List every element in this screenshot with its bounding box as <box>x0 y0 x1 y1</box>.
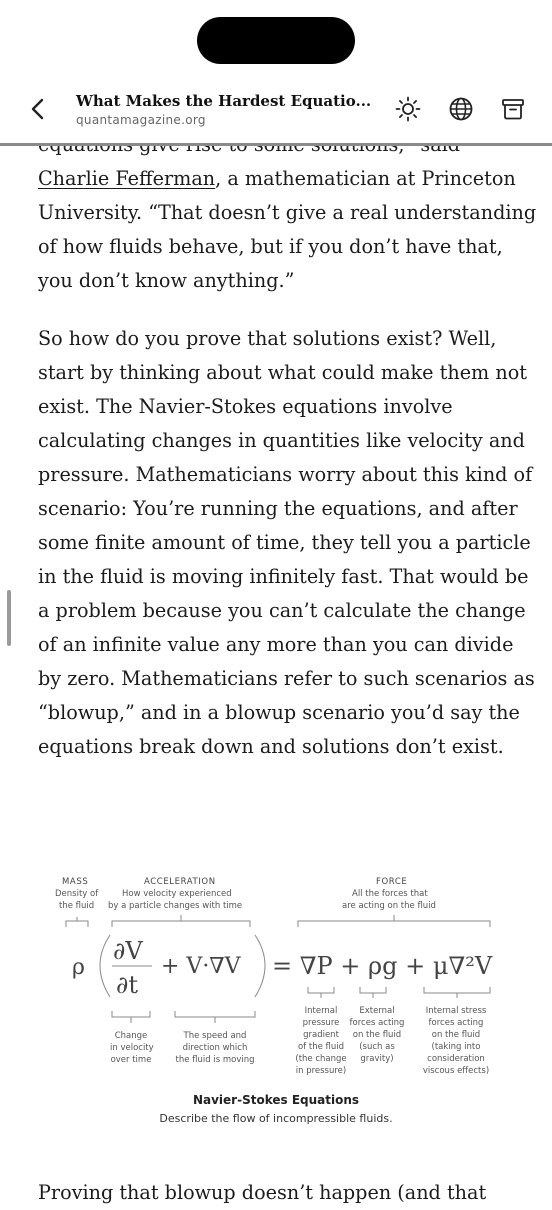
mass-desc-1: Density of <box>55 889 99 899</box>
paragraph-2: So how do you prove that solutions exist? Well, start by thinking about what could make them not exist. The Navier-Stokes equations involve calculating changes in quantities like velocity and pressure. Mathematicians worry about this kind of scenario: You’re running the equations, and after some finite amount of time, they tell you a particle in the fluid is moving infinitely fast. That would be a problem because you can’t calculate the change of an infinite value any more than you can divide by zero. Mathematicians refer to such scenarios as “blowup,” and in a blowup scenario you’d say the equations break down and solutions don’t exist. <box>38 327 535 758</box>
brightness-icon[interactable] <box>395 96 421 122</box>
paragraph-1-text: , a mathematician at Princeton University. “That doesn’t give a real understanding of how fluids behave, but if you don’t have that, you don’t know anything.” <box>38 167 537 292</box>
external-forces-desc <box>344 1005 410 1065</box>
ext-2: forces acting <box>349 1018 405 1028</box>
globe-icon[interactable] <box>448 96 474 122</box>
is-6: viscous effects) <box>422 1066 490 1076</box>
eq-dv: ∂V <box>113 937 143 965</box>
mass-heading: MASS <box>62 877 89 887</box>
ip-6: in pressure) <box>295 1066 347 1076</box>
page-domain: quantamagazine.org <box>76 113 206 127</box>
eq-convective: + V·∇V <box>161 954 241 979</box>
ip-4: of the fluid <box>297 1042 345 1052</box>
change-desc-1: Change <box>114 1031 148 1041</box>
is-1: Internal stress <box>425 1006 487 1016</box>
eq-rho: ρ <box>72 955 85 980</box>
change-desc-2: in velocity <box>110 1043 154 1053</box>
acceleration-heading: ACCELERATION <box>144 877 216 887</box>
paragraph-3-start: Proving that blowup doesn’t happen (and that <box>38 1181 487 1204</box>
speed-desc-2: direction which <box>182 1043 248 1053</box>
ext-4: (such as <box>359 1042 395 1052</box>
speed-desc <box>172 1030 258 1066</box>
dynamic-island <box>197 17 355 64</box>
force-desc-2: are acting on the fluid <box>342 901 436 911</box>
ext-1: External <box>359 1006 395 1016</box>
header-divider <box>0 143 552 146</box>
ip-3: gradient <box>303 1030 339 1040</box>
acceleration-desc-1: How velocity experienced <box>122 889 232 899</box>
fefferman-link[interactable]: Charlie Fefferman <box>38 167 216 190</box>
acceleration-desc-2: by a particle changes with time <box>108 901 243 911</box>
force-desc-1: All the forces that <box>352 889 428 899</box>
reader-header <box>0 82 552 144</box>
paragraph-1 <box>38 162 538 298</box>
is-4: (taking into <box>431 1042 481 1052</box>
speed-desc-3: the fluid is moving <box>175 1055 255 1065</box>
change-desc <box>110 1030 152 1066</box>
change-desc-3: over time <box>110 1055 152 1065</box>
scroll-indicator[interactable] <box>7 590 11 646</box>
ip-5: (the change <box>295 1054 347 1064</box>
eq-rhs: = ∇P + ρg + μ∇²V <box>272 952 493 980</box>
figure-caption-subtitle: Describe the flow of incompressible fluids. <box>159 1112 393 1125</box>
article-body <box>38 128 538 788</box>
force-heading: FORCE <box>376 877 408 887</box>
eq-dt: ∂t <box>116 971 139 999</box>
is-3: on the fluid <box>431 1030 481 1040</box>
speed-desc-1: The speed and <box>183 1031 247 1041</box>
ip-1: Internal <box>304 1006 338 1016</box>
is-5: consideration <box>427 1054 485 1064</box>
page-title: What Makes the Hardest Equatio... <box>76 92 372 110</box>
mass-desc-2: the fluid <box>59 901 95 911</box>
is-2: forces acting <box>428 1018 484 1028</box>
ext-3: on the fluid <box>352 1030 402 1040</box>
internal-stress-desc <box>416 1005 496 1077</box>
back-chevron-icon[interactable] <box>24 94 54 124</box>
ext-5: gravity) <box>360 1054 394 1064</box>
figure-caption-title: Navier-Stokes Equations <box>192 1093 360 1107</box>
ip-2: pressure <box>302 1018 340 1028</box>
archive-icon[interactable] <box>500 96 526 122</box>
